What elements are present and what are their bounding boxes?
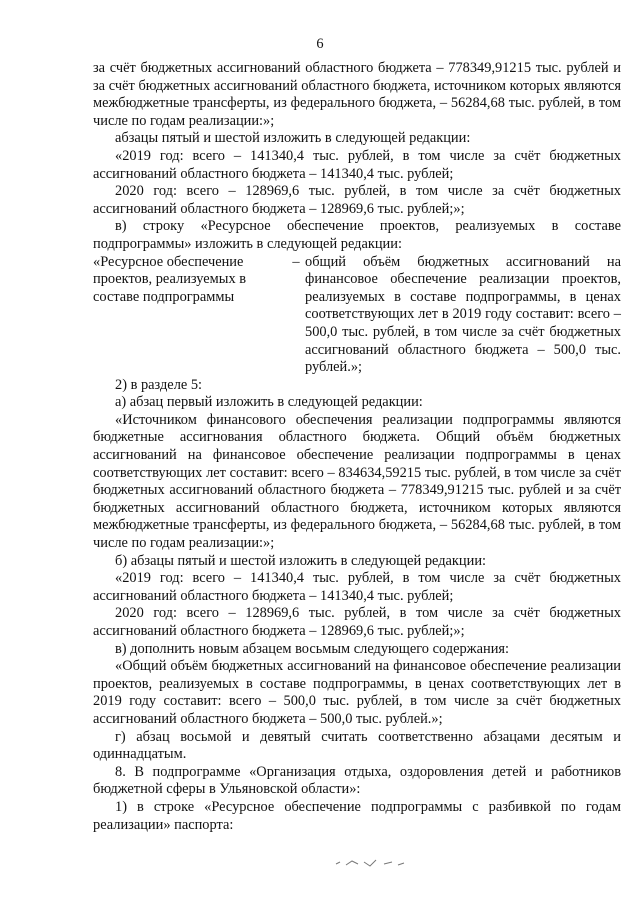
table-row-value: общий объём бюджетных ассигнований на финансовое обеспечение реализации проектов, реализуемых в составе подпрограммы, в ценах соответствующих лет в 2019 году составит: всего – 500,0 тыс. рублей, в том числе за счёт бюджетных ассигнований областного бюджета – 500,0 тыс. рублей.»; — [305, 253, 621, 376]
paragraph: абзацы пятый и шестой изложить в следующей редакции: — [115, 130, 471, 147]
paragraph: «2019 год: всего – 141340,4 тыс. рублей, в том числе за счёт бюджетных ассигнований областного бюджета – 141340,4 тыс. рублей; — [93, 147, 621, 182]
page-number: 6 — [316, 36, 324, 52]
paragraph: в) дополнить новым абзацем восьмым следующего содержания: — [115, 640, 510, 657]
paragraph: за счёт бюджетных ассигнований областного бюджета – 778349,91215 тыс. рублей и за счёт бюджетных ассигнований областного бюджета, источником которых являются межбюджетные трансферты, из федерального бюджета, – 56284,68 тыс. рублей, в том числе по годам реализации:»; — [93, 60, 621, 129]
paragraph: б) абзацы пятый и шестой изложить в следующей редакции: — [115, 552, 487, 569]
paragraph: 2) в разделе 5: — [115, 376, 203, 393]
scan-mark-icon — [332, 852, 412, 872]
document-body — [93, 60, 621, 834]
paragraph: г) абзац восьмой и девятый считать соответственно абзацами десятым и одиннадцатым. — [93, 728, 621, 763]
table-row-label: «Ресурсное обеспечение проектов, реализуемых в составе подпрограммы — [93, 253, 247, 305]
paragraph: 2020 год: всего – 128969,6 тыс. рублей, в том числе за счёт бюджетных ассигнований областного бюджета – 128969,6 тыс. рублей;»; — [93, 183, 621, 217]
resource-table-row — [93, 254, 621, 377]
paragraph: «Источником финансового обеспечения реализации подпрограммы являются бюджетные ассигнования областного бюджета. Общий объём бюджетных ассигнований на финансовое обеспечение реализации подпрограммы в ценах соответствующих лет составит: всего – 834634,59215 тыс. рублей, в том числе за счёт бюджетных ассигнований областного бюджета – 778349,91215 тыс. рублей и за счёт бюджетных ассигнований областного бюджета, источником которых являются межбюджетные трансферты, из федерального бюджета, – 56284,68 тыс. рублей, в том числе по годам реализации:»; — [93, 411, 621, 552]
table-row-dash: – — [292, 253, 300, 270]
paragraph: в) строку «Ресурсное обеспечение проектов, реализуемых в составе подпрограммы» изложить в следующей редакции: — [93, 218, 621, 252]
paragraph: «2019 год: всего – 141340,4 тыс. рублей, в том числе за счёт бюджетных ассигнований областного бюджета – 141340,4 тыс. рублей; — [93, 570, 621, 604]
paragraph: «Общий объём бюджетных ассигнований на финансовое обеспечение реализации проектов, реализуемых в составе подпрограммы, в ценах соответствующих лет в 2019 году составит: всего – 500,0 тыс. рублей, в том числе за счёт бюджетных ассигнований областного бюджета – 500,0 тыс. рублей.»; — [93, 658, 621, 727]
paragraph: а) абзац первый изложить в следующей редакции: — [115, 394, 423, 411]
paragraph: 1) в строке «Ресурсное обеспечение подпрограммы с разбивкой по годам реализации» паспорта: — [93, 798, 621, 833]
paragraph: 8. В подпрограмме «Организация отдыха, оздоровления детей и работников бюджетной сферы в Ульяновской области»: — [93, 763, 621, 798]
paragraph: 2020 год: всего – 128969,6 тыс. рублей, в том числе за счёт бюджетных ассигнований областного бюджета – 128969,6 тыс. рублей;»; — [93, 605, 621, 639]
